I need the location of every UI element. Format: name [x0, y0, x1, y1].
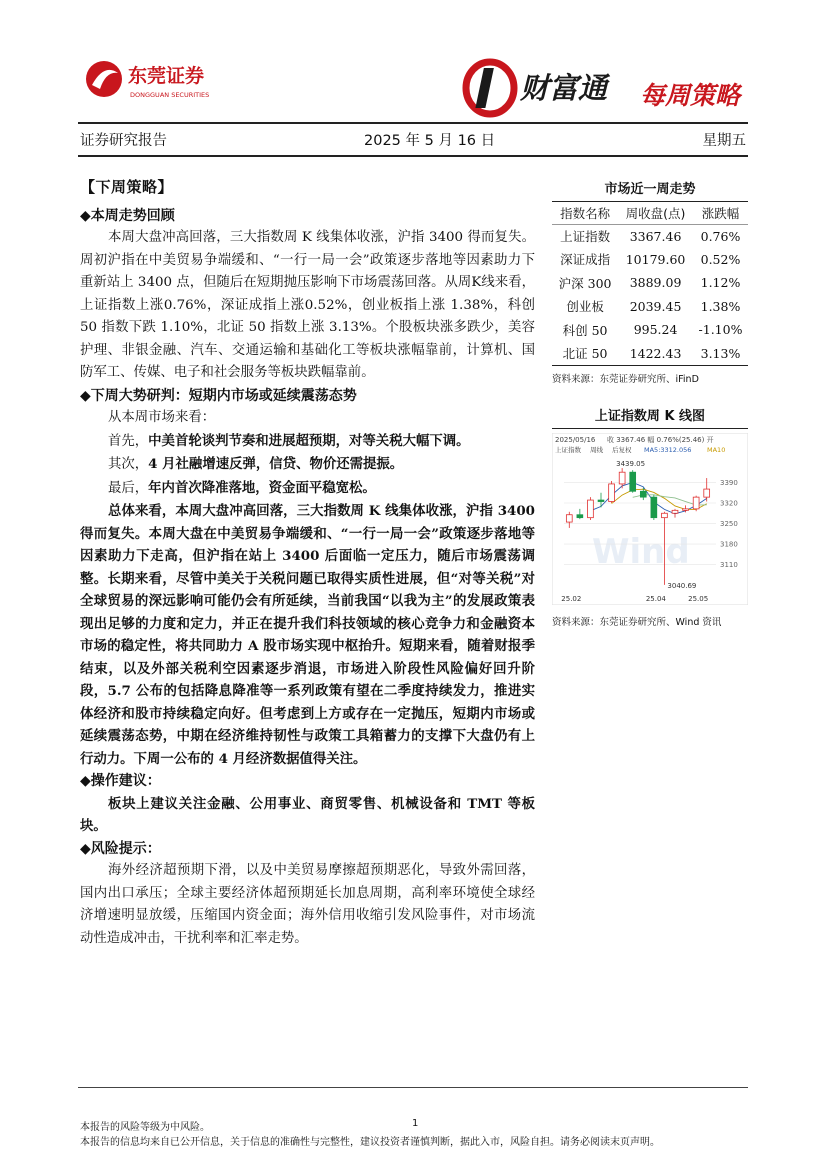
point-last [80, 477, 535, 501]
legend-ma10: MA10 [707, 445, 726, 454]
logo-cn-text: 东莞证券 [128, 65, 205, 87]
y-tick-label: 3390 [720, 478, 738, 487]
report-weekday: 星期五 [702, 133, 746, 149]
chart-min-label: 3040.69 [667, 581, 697, 590]
outlook-intro: 从本周市场来看： [108, 410, 216, 425]
market-table-title: 市场近一周走势 [552, 178, 748, 202]
review-heading: ◆本周走势回顾 [80, 207, 175, 224]
col-change: 涨跌幅 [693, 202, 748, 224]
header-bottom-rule [78, 155, 748, 157]
brand-weekly-strategy-text: 每周策略 [640, 81, 741, 110]
candle-body [704, 489, 710, 497]
point-first-text: 中美首轮谈判节奏和进展超预期，对等关税大幅下调。 [148, 432, 470, 449]
cell-name: 科创 50 [562, 322, 608, 338]
cell-name: 北证 50 [552, 342, 618, 366]
point-last-text: 年内首次降准落地，资金面平稳宽松。 [148, 479, 376, 496]
table-row [552, 248, 748, 272]
table-row [552, 271, 748, 295]
candle-body [566, 514, 572, 521]
chart-watermark: Wind [592, 531, 690, 572]
candle-body [598, 500, 604, 501]
section-title: 【下周策略】 [80, 178, 174, 196]
x-tick-label: 25.04 [645, 594, 666, 603]
cell-change: 0.52% [700, 251, 741, 267]
chart-frame [552, 433, 748, 605]
sidebar [552, 178, 748, 628]
y-tick-label: 3180 [720, 540, 738, 549]
summary-paragraph: 总体来看，本周大盘冲高回落，三大指数周 K 线集体收涨，沪指 3400 得而复失。本周大盘在中美贸易争端缓和、“一行一局一会”政策逐步落地等因素助力下走高，但沪指在站上 3400 后面临一定压力，随后市场震荡调整。长期来看，尽管中美关于关税问题已取得实质性进展，但“对等关税”对全球贸易的深远影响可能仍会有所延续，当前我国“以我为主”的发展政策表现出足够的力度和定力，并正在提升我们科技领域的核心竞争力和金融资本市场的稳定性，将共同助力 A 股市场实现中枢抬升。短期来看，随着财报季结束，以及外部关税利空因素逐步消退，市场进入阶段性风险偏好回升阶段，5.7 公布的包括降息降准等一系列政策有望在二季度持续发力，推进实体经济和股市持续稳定向好。但考虑到上方或存在一定抛压，短期内市场或延续震荡态势，中期在经济维持韧性与政策工具箱蓄力的支撑下大盘仍有上行动力。下周一公布的 4 月经济数据值得关注。 [80, 503, 535, 767]
review-paragraph: 本周大盘冲高回落，三大指数周 K 线集体收涨，沪指 3400 得而复失。周初沪指在中美贸易争端缓和、“一行一局一会”政策逐步落地等因素助力下重新站上 3400 点，但随后在短期抛压影响下市场震荡回落。从周K线来看，上证指数上涨0.76%，深证成指上涨0.52%，创业板指上涨 1.38%，科创 50 指数下跌 1.10%，北证 50 指数上涨 3.13%。个股板块涨多跌少，美容护理、非银金融、汽车、交通运输和基础化工等板块涨幅靠前，计算机、国防军工、传媒、电子和社会服务等板块跌幅靠前。 [80, 230, 535, 380]
chart-info-text: 收 3367.46 幅 0.76%(25.46) 开 [607, 435, 714, 444]
advice-paragraph: 板块上建议关注金融、公用事业、商贸零售、机械设备和 TMT 等板块。 [80, 795, 535, 834]
footer-risk-level: 本报告的风险等级为中风险。 [80, 1122, 210, 1133]
cell-close: 10179.60 [625, 251, 686, 267]
col-index-name: 指数名称 [552, 202, 618, 224]
cell-close: 2039.45 [629, 298, 682, 314]
y-tick-label: 3110 [720, 560, 738, 569]
chart-info-date: 2025/05/16 [555, 435, 596, 444]
header-info-row [80, 129, 746, 151]
point-first-prefix: 首先， [108, 433, 149, 449]
cell-name: 创业板 [566, 299, 604, 315]
candle-body [609, 483, 615, 501]
candle-body [640, 491, 646, 497]
cell-close: 1422.43 [618, 342, 693, 366]
candle-body [672, 510, 678, 513]
report-date: 2025 年 5 月 16 日 [364, 133, 496, 149]
point-second [80, 453, 535, 477]
cell-change: -1.10% [698, 322, 743, 338]
col-close: 周收盘(点) [618, 202, 693, 224]
dongguan-securities-logo [82, 55, 242, 105]
cell-close: 3889.09 [629, 275, 682, 291]
y-tick-label: 3250 [720, 519, 738, 528]
legend-ma5: MA5:3312.056 [644, 445, 692, 454]
kline-chart [552, 433, 748, 605]
cell-change: 3.13% [693, 342, 748, 366]
table-row [552, 224, 748, 248]
candle-body [577, 514, 583, 517]
cell-change: 0.76% [700, 228, 741, 244]
table-row [552, 342, 748, 366]
candle-body [619, 472, 625, 484]
table-row [552, 318, 748, 342]
header-top-rule [78, 122, 748, 124]
kline-chart-title: 上证指数周 K 线图 [552, 405, 748, 429]
cell-close: 3367.46 [629, 228, 682, 244]
market-table-header [552, 202, 748, 224]
cell-change: 1.12% [700, 275, 741, 291]
legend-adjust: 后复权 [612, 445, 632, 454]
caifutong-brand-banner [460, 58, 745, 118]
cell-name: 上证指数 [560, 229, 611, 244]
advice-heading: ◆操作建议： [80, 773, 161, 789]
main-column [80, 176, 535, 950]
logo-en-text: DONGGUAN SECURITIES [130, 91, 210, 99]
y-tick-label: 3320 [720, 499, 738, 507]
market-table [552, 202, 748, 366]
x-tick-label: 25.05 [688, 594, 709, 603]
chart-max-label: 3439.05 [616, 459, 646, 468]
cell-name: 沪深 300 [558, 275, 612, 291]
point-second-prefix: 其次， [108, 457, 149, 472]
candle-body [693, 497, 699, 509]
point-first [80, 430, 535, 454]
candle-body [630, 472, 636, 491]
outlook-heading: ◆下周大势研判：短期内市场或延续震荡态势 [80, 387, 357, 404]
risk-heading: ◆风险提示： [80, 840, 161, 857]
footer-rule [78, 1087, 748, 1088]
table-row [552, 295, 748, 319]
legend-weekly: 周线 [590, 445, 603, 454]
candle-body [683, 508, 689, 509]
footer [80, 1120, 750, 1150]
page-number: 1 [412, 1118, 419, 1129]
report-type: 证券研究报告 [80, 133, 167, 149]
point-second-text: 4 月社融增速反弹，信贷、物价还需提振。 [148, 456, 404, 472]
risk-paragraph: 海外经济超预期下滑，以及中美贸易摩擦超预期恶化，导致外需回落，国内出口承压；全球主要经济体超预期延长加息周期，高利率环境使全球经济增速明显放缓，压缩国内资金面；海外信用收缩引发风险事件，对市场流动性造成冲击，干扰利率和汇率走势。 [80, 863, 535, 946]
cell-close: 995.24 [633, 322, 678, 338]
candle-body [588, 500, 594, 518]
cell-name: 深证成指 [560, 252, 611, 268]
cell-change: 1.38% [700, 298, 741, 314]
table-source: 资料来源：东莞证券研究所、iFinD [552, 373, 699, 385]
point-last-prefix: 最后， [108, 480, 149, 496]
legend-index: 上证指数 [555, 445, 581, 454]
candle-body [651, 497, 657, 518]
candle-body [662, 513, 668, 517]
brand-caifutong-text: 财富通 [520, 71, 608, 105]
footer-disclaimer: 本报告的信息均来自已公开信息，关于信息的准确性与完整性，建议投资者谨慎判断，据此入市，风险自担。请务必阅读末页声明。 [80, 1137, 660, 1148]
x-tick-label: 25.02 [561, 594, 582, 603]
chart-source: 资料来源：东莞证券研究所、Wind 资讯 [552, 616, 722, 628]
